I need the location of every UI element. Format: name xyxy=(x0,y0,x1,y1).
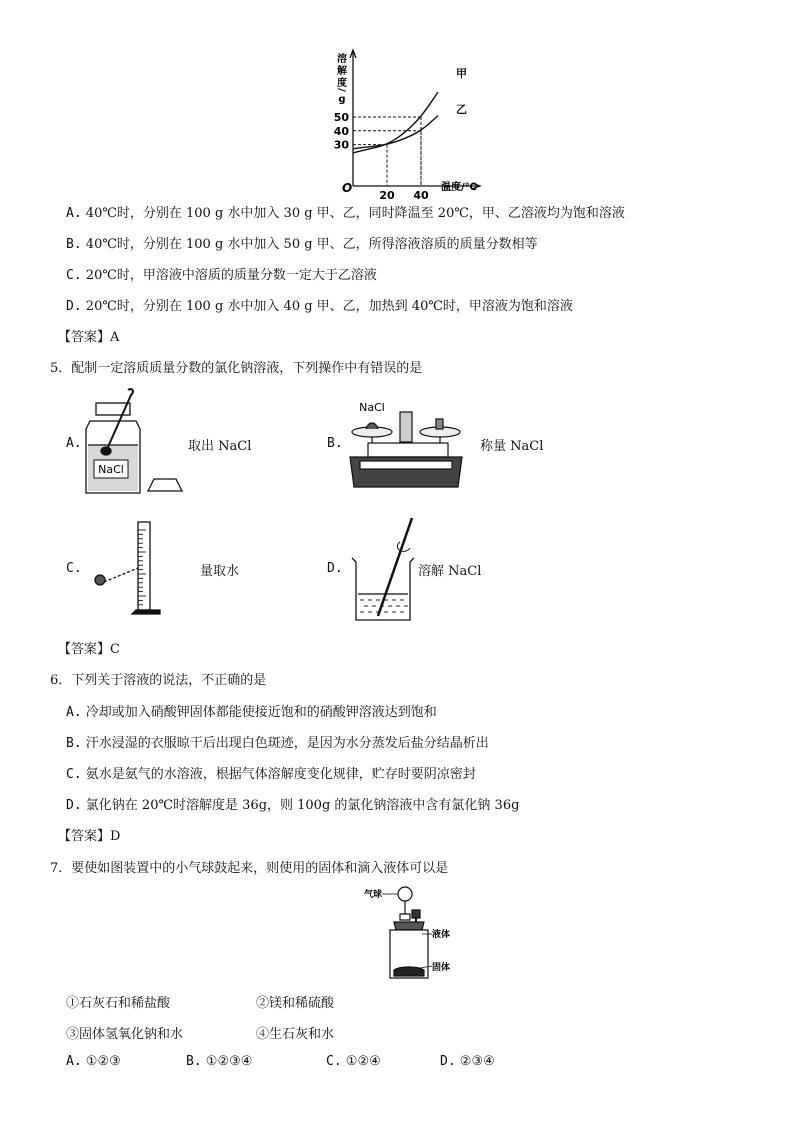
balance-nacl-label: NaCl xyxy=(359,401,385,414)
bottle-label: NaCl xyxy=(98,463,124,476)
y-tick-label: 30 xyxy=(333,138,349,152)
curve-jia xyxy=(353,92,438,153)
q4-option-a-text: 40℃时，分别在 100 g 水中加入 30 g 甲、乙，同时降温至 20℃，甲、乙溶液均为饱和溶液 xyxy=(85,206,625,221)
x-tick-label: 20 xyxy=(379,189,395,202)
q5-option-b-label: B. xyxy=(327,436,343,451)
y-tick-label: 50 xyxy=(333,111,349,124)
q4-option-a: A. 40℃时，分别在 100 g 水中加入 30 g 甲、乙，同时降温至 20℃，甲、乙溶液均为饱和溶液 xyxy=(66,206,625,221)
q5-option-d-label: D. xyxy=(327,561,343,576)
q6-option-c: C. 氨水是氨气的水溶液，根据气体溶解度变化规律，贮存时要阴凉密封 xyxy=(66,767,476,782)
bottle-cap-inverted xyxy=(148,479,182,491)
q6-option-d: D. 氯化钠在 20℃时溶解度是 36g，则 100g 的氯化钠溶液中含有氯化钠 36g xyxy=(66,798,520,813)
q4-option-b: B. 40℃时，分别在 100 g 水中加入 50 g 甲、乙，所得溶液溶质的质量分数相等 xyxy=(66,237,538,252)
graduated-cylinder-figure xyxy=(88,518,188,628)
q7-item-1: ①石灰石和稀盐酸 xyxy=(66,996,171,1011)
reagent-bottle-figure xyxy=(78,385,198,500)
q4-option-b-text: 40℃时，分别在 100 g 水中加入 50 g 甲、乙，所得溶液溶质的质量分数相等 xyxy=(85,237,538,252)
q7-choice-a: A. ①②③ xyxy=(66,1054,121,1069)
q5-option-a-caption: 取出 NaCl xyxy=(188,439,252,454)
chart-ylabel-char: 溶 xyxy=(337,54,347,65)
sight-line xyxy=(104,568,138,582)
q5-option-d-caption: 溶解 NaCl xyxy=(418,564,482,579)
chart-ylabel-char: / xyxy=(336,88,347,92)
q6-option-a: A. 冷却或加入硝酸钾固体都能使接近饱和的硝酸钾溶液达到饱和 xyxy=(66,705,437,720)
q5-option-a-label: A. xyxy=(66,436,82,451)
q7-choice-b: B. ①②③④ xyxy=(186,1054,253,1069)
q7-choice-c: C. ①②④ xyxy=(326,1054,381,1069)
x-tick-label: 40 xyxy=(413,189,429,202)
q4-option-c: C. 20℃时，甲溶液中溶质的质量分数一定大于乙溶液 xyxy=(66,268,377,283)
q7-item-2: ②镁和稀硫酸 xyxy=(256,996,335,1011)
q5-answer: 【答案】C xyxy=(58,642,120,657)
chart-xlabel: 温度/℃ xyxy=(441,182,477,193)
q4-option-d-text: 20℃时，分别在 100 g 水中加入 40 g 甲、乙，加热到 40℃时，甲溶液为饱和溶液 xyxy=(85,299,573,314)
chart-ylabel-char: 度 xyxy=(337,78,347,89)
eye-icon xyxy=(95,575,105,585)
q6-answer: 【答案】D xyxy=(58,829,121,844)
curve-label-yi: 乙 xyxy=(456,103,467,116)
q5-option-c-caption: 量取水 xyxy=(200,564,240,579)
cylinder-body xyxy=(138,522,150,610)
q7-item-3: ③固体氢氧化钠和水 xyxy=(66,1027,184,1042)
curve-yi xyxy=(353,116,438,149)
balloon-apparatus-figure xyxy=(360,882,480,982)
q7-stem: 7．要使如图装置中的小气球鼓起来，则使用的固体和滴入液体可以是 xyxy=(50,861,449,876)
balloon-label: 气球 xyxy=(364,890,383,900)
y-tick-label: 40 xyxy=(333,124,349,138)
balloon xyxy=(398,887,412,901)
flask-stopper xyxy=(394,922,424,930)
chart-ylabel-char: 解 xyxy=(337,66,347,77)
balance-figure xyxy=(350,395,480,490)
beaker-body xyxy=(352,558,414,620)
dropper xyxy=(412,910,420,918)
q6-option-b: B. 汗水浸湿的衣服晾干后出现白色斑迹，是因为水分蒸发后盐分结晶析出 xyxy=(66,736,489,751)
q6-stem: 6．下列关于溶液的说法，不正确的是 xyxy=(50,673,267,688)
q7-choice-d: D. ②③④ xyxy=(440,1054,495,1069)
liquid-label: 液体 xyxy=(432,930,451,940)
q5-option-c-label: C. xyxy=(66,561,82,576)
solid-label: 固体 xyxy=(432,963,451,973)
q5-stem: 5．配制一定溶质质量分数的氯化钠溶液，下列操作中有错误的是 xyxy=(50,361,423,376)
q7-item-4: ④生石灰和水 xyxy=(256,1027,335,1042)
q5-option-b-caption: 称量 NaCl xyxy=(480,439,544,454)
q4-option-c-text: 20℃时，甲溶液中溶质的质量分数一定大于乙溶液 xyxy=(85,268,377,283)
chart-ylabel-char: g xyxy=(338,94,346,105)
q4-answer: 【答案】A xyxy=(58,330,120,345)
curve-label-jia: 甲 xyxy=(456,67,467,80)
q4-option-d: D. 20℃时，分别在 100 g 水中加入 40 g 甲、乙，加热到 40℃时，甲溶液为饱和溶液 xyxy=(66,299,573,314)
solubility-chart xyxy=(0,0,794,200)
chart-origin: O xyxy=(342,181,353,195)
